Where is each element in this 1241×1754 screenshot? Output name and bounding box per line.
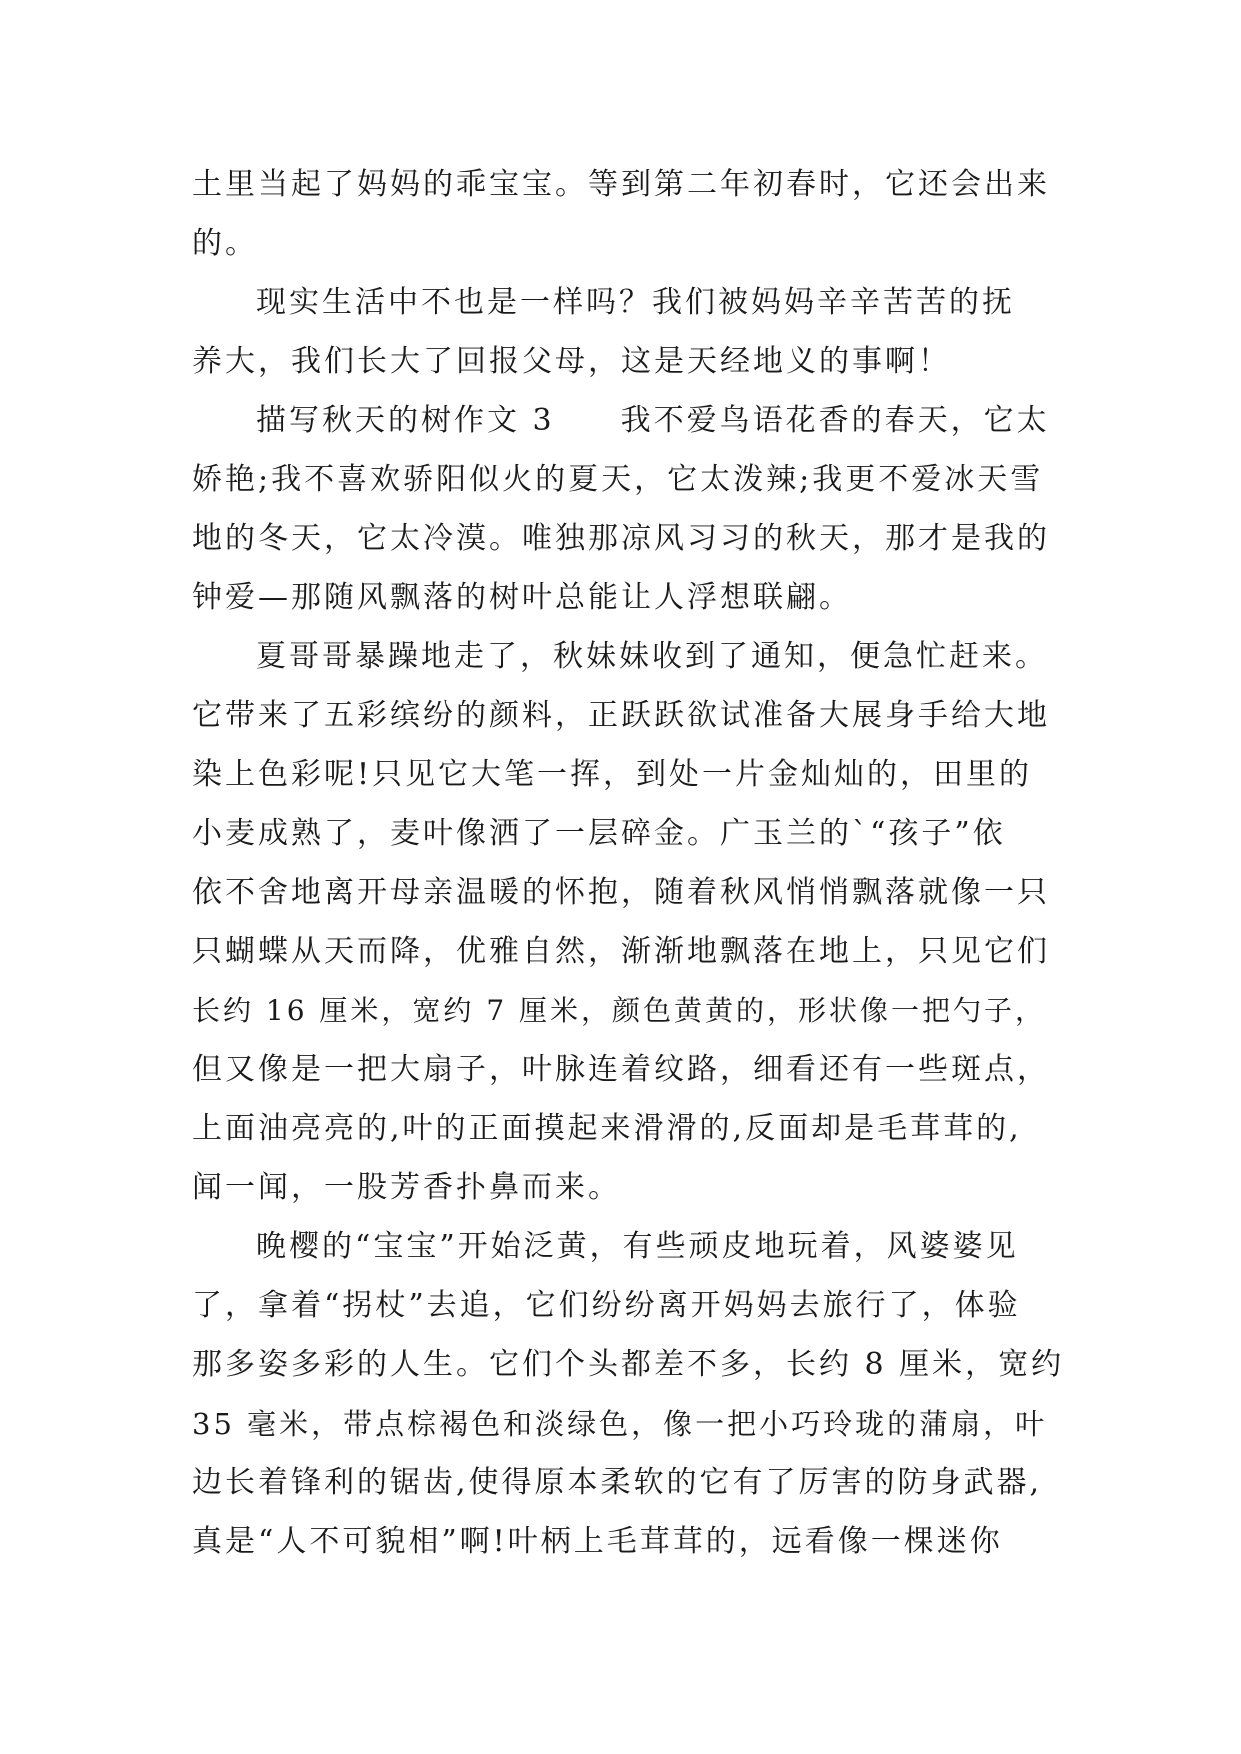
- text-line: 了，拿着“拐杖”去追，它们纷纷离开妈妈去旅行了，体验: [192, 1288, 1021, 1323]
- text-line: 依不舍地离开母亲温暖的怀抱，随着秋风悄悄飘落就像一只: [192, 875, 1050, 910]
- text-line: 的。: [192, 226, 258, 261]
- text-line: 那多姿多彩的人生。它们个头都差不多，长约 8 厘米，宽约: [192, 1347, 1065, 1382]
- text-line: 土里当起了妈妈的乖宝宝。等到第二年初春时，它还会出来: [192, 167, 1050, 202]
- text-line: 小麦成熟了，麦叶像洒了一层碎金。广玉兰的`“孩子”依: [192, 816, 1006, 851]
- text-line: 只蝴蝶从天而降，优雅自然，渐渐地飘落在地上，只见它们: [192, 934, 1050, 969]
- text-line: 35 毫米，带点棕褐色和淡绿色，像一把小巧玲珑的蒲扇，叶: [192, 1407, 1048, 1441]
- text-line: 边长着锋利的锯齿,使得原本柔软的它有了厉害的防身武器,: [192, 1465, 1043, 1500]
- paragraph-start-line: 现实生活中不也是一样吗？我们被妈妈辛辛苦苦的抚: [256, 285, 1015, 320]
- text-line: 闻一闻，一股芳香扑鼻而来。: [192, 1170, 621, 1205]
- text-line: 染上色彩呢!只见它大笔一挥，到处一片金灿灿的，田里的: [192, 757, 1033, 792]
- text-line: 养大，我们长大了回报父母，这是天经地义的事啊！: [192, 344, 951, 379]
- text-line: 但又像是一把大扇子，叶脉连着纹路，细看还有一些斑点，: [192, 1052, 1050, 1087]
- text-line: 真是“人不可貌相”啊!叶柄上毛茸茸的，远看像一棵迷你: [192, 1524, 1003, 1559]
- text-line: 长约 16 厘米，宽约 7 厘米，颜色黄黄的，形状像一把勺子，: [192, 994, 1047, 1027]
- paragraph-start-line: 夏哥哥暴躁地走了，秋妹妹收到了通知，便急忙赶来。: [256, 639, 1048, 674]
- text-line: 它带来了五彩缤纷的颜料，正跃跃欲试准备大展身手给大地: [192, 698, 1050, 733]
- paragraph-start-line: 晚樱的“宝宝”开始泛黄，有些顽皮地玩着，风婆婆见: [256, 1229, 1019, 1264]
- text-line: 地的冬天，它太冷漠。唯独那凉风习习的秋天，那才是我的: [192, 521, 1050, 556]
- text-line: 娇艳;我不喜欢骄阳似火的夏天，它太泼辣;我更不爱冰天雪: [192, 462, 1044, 497]
- text-line: 上面油亮亮的,叶的正面摸起来滑滑的,反面却是毛茸茸的,: [192, 1111, 1022, 1146]
- text-line: 钟爱—那随风飘落的树叶总能让人浮想联翩。: [192, 580, 852, 615]
- section-heading-line: 描写秋天的树作文 3 我不爱鸟语花香的春天，它太: [256, 403, 1050, 438]
